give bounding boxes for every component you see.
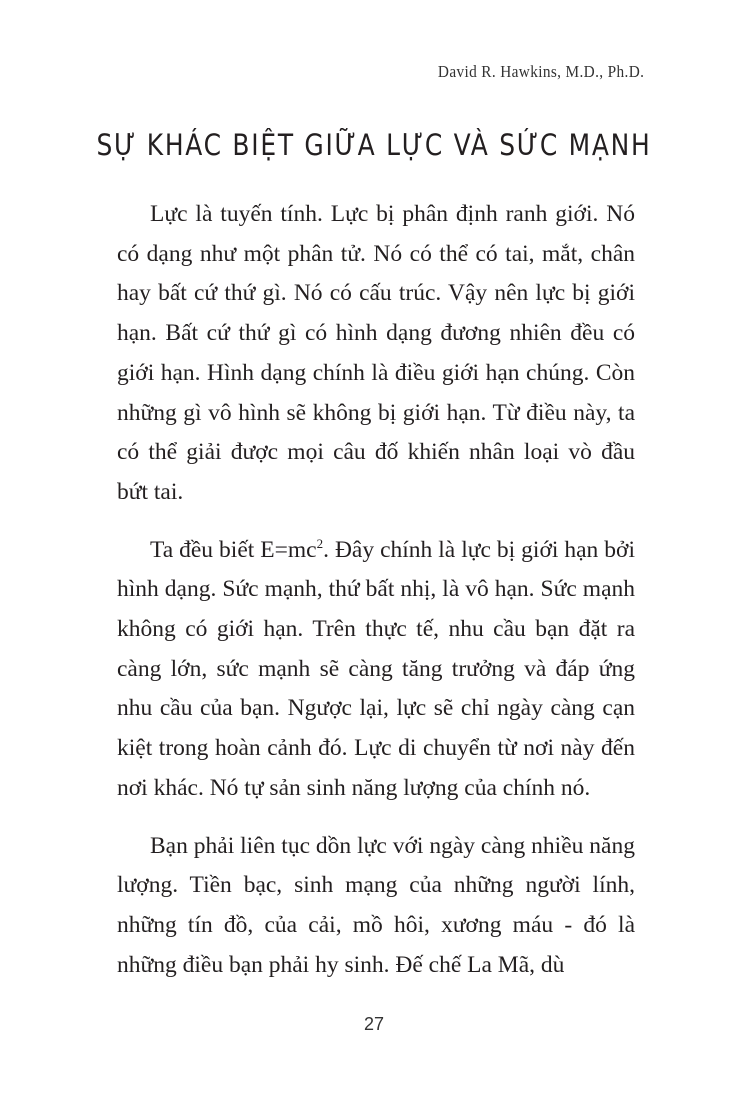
page-number: 27	[363, 1014, 385, 1034]
paragraph-1: Lực là tuyến tính. Lực bị phân định ranh giới. Nó có dạng như một phân tử. Nó có thể có tai, mắt, chân hay bất cứ thứ gì. Nó có cấu trúc. Vậy nên lực bị giới hạn. Bất cứ thứ gì có hình dạng đương nhiên đều có giới hạn. Hình dạng chính là điều giới hạn chúng. Còn những gì vô hình sẽ không bị giới hạn. Từ điều này, ta có thể giải được mọi câu đố khiến nhân loại vò đầu bứt tai.	[117, 201, 635, 505]
body-text	[117, 195, 635, 1003]
paragraph-2	[117, 531, 635, 809]
paragraph-3: Bạn phải liên tục dồn lực với ngày càng nhiều năng lượng. Tiền bạc, sinh mạng của những người lính, những tín đồ, của cải, mồ hôi, xương máu - đó là những điều bạn phải hy sinh. Đế chế La Mã, dù	[117, 832, 635, 978]
superscript-exponent: 2	[316, 535, 324, 551]
paragraph-2-before: Ta đều biết E=mc	[150, 536, 317, 563]
chapter-title: SỰ KHÁC BIỆT GIỮA LỰC VÀ SỨC MẠNH	[96, 128, 652, 162]
paragraph-2-after: . Đây chính là lực bị giới hạn bởi hình dạng. Sức mạnh, thứ bất nhị, là vô hạn. Sức mạnh không có giới hạn. Trên thực tế, nhu cầu bạn đặt ra càng lớn, sức mạnh sẽ càng tăng trưởng và đáp ứng nhu cầu của bạn. Ngược lại, lực sẽ chỉ ngày càng cạn kiệt trong hoàn cảnh đó. Lực di chuyển từ nơi này đến nơi khác. Nó tự sản sinh năng lượng của chính nó.	[117, 536, 635, 801]
running-header-author: David R. Hawkins, M.D., Ph.D.	[437, 62, 644, 81]
